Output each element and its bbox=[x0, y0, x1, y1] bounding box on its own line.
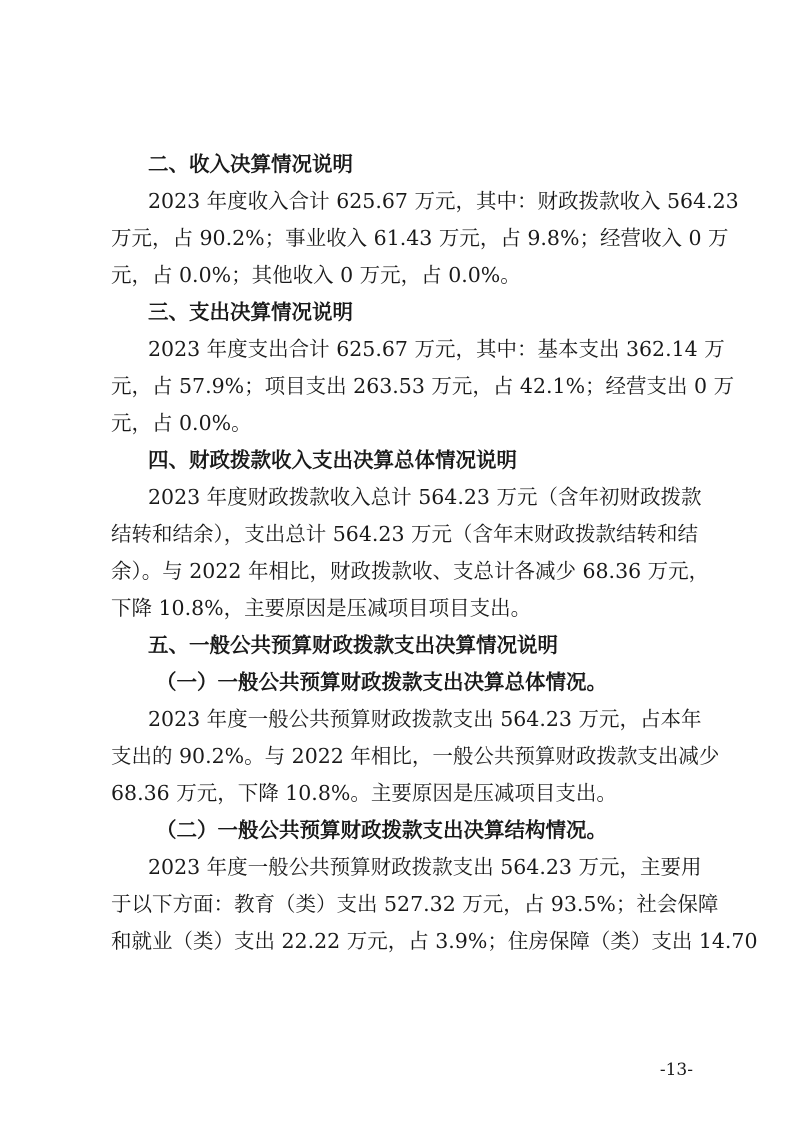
page-number: -13- bbox=[659, 1060, 693, 1080]
section-heading-expenditure: 三、支出决算情况说明 bbox=[148, 300, 353, 324]
paragraph-line: 于以下方面：教育（类）支出 527.32 万元，占 93.5%；社会保障 bbox=[111, 892, 719, 916]
paragraph-line: 68.36 万元，下降 10.8%。主要原因是压减项目支出。 bbox=[111, 781, 617, 805]
paragraph-line: 支出的 90.2%。与 2022 年相比，一般公共预算财政拨款支出减少 bbox=[111, 744, 720, 768]
paragraph-line: 元，占 57.9%；项目支出 263.53 万元，占 42.1%；经营支出 0 万 bbox=[111, 374, 735, 398]
paragraph-line: 结转和结余），支出总计 564.23 万元（含年末财政拨款结转和结 bbox=[111, 522, 699, 546]
paragraph-line: 和就业（类）支出 22.22 万元，占 3.9%；住房保障（类）支出 14.70 bbox=[111, 929, 758, 953]
subsection-heading-overall: （一）一般公共预算财政拨款支出决算总体情况。 bbox=[156, 670, 607, 694]
section-heading-fiscal-overview: 四、财政拨款收入支出决算总体情况说明 bbox=[148, 448, 517, 472]
subsection-heading-structure: （二）一般公共预算财政拨款支出决算结构情况。 bbox=[156, 818, 607, 842]
paragraph-line: 元，占 0.0%；其他收入 0 万元，占 0.0%。 bbox=[111, 263, 521, 287]
paragraph-line: 余）。与 2022 年相比，财政拨款收、支总计各减少 68.36 万元， bbox=[111, 559, 710, 583]
paragraph-line: 下降 10.8%，主要原因是压减项目项目支出。 bbox=[111, 596, 532, 620]
paragraph-line: 2023 年度一般公共预算财政拨款支出 564.23 万元，主要用 bbox=[148, 855, 702, 879]
paragraph-line: 万元，占 90.2%；事业收入 61.43 万元，占 9.8%；经营收入 0 万 bbox=[111, 226, 729, 250]
paragraph-line: 2023 年度一般公共预算财政拨款支出 564.23 万元，占本年 bbox=[148, 707, 702, 731]
paragraph-line: 2023 年度财政拨款收入总计 564.23 万元（含年初财政拨款 bbox=[148, 485, 702, 509]
paragraph-line: 2023 年度支出合计 625.67 万元，其中：基本支出 362.14 万 bbox=[148, 337, 725, 361]
section-heading-general-budget: 五、一般公共预算财政拨款支出决算情况说明 bbox=[148, 633, 558, 657]
paragraph-line: 元，占 0.0%。 bbox=[111, 411, 252, 435]
section-heading-income: 二、收入决算情况说明 bbox=[148, 152, 353, 176]
paragraph-line: 2023 年度收入合计 625.67 万元，其中：财政拨款收入 564.23 bbox=[148, 189, 739, 213]
